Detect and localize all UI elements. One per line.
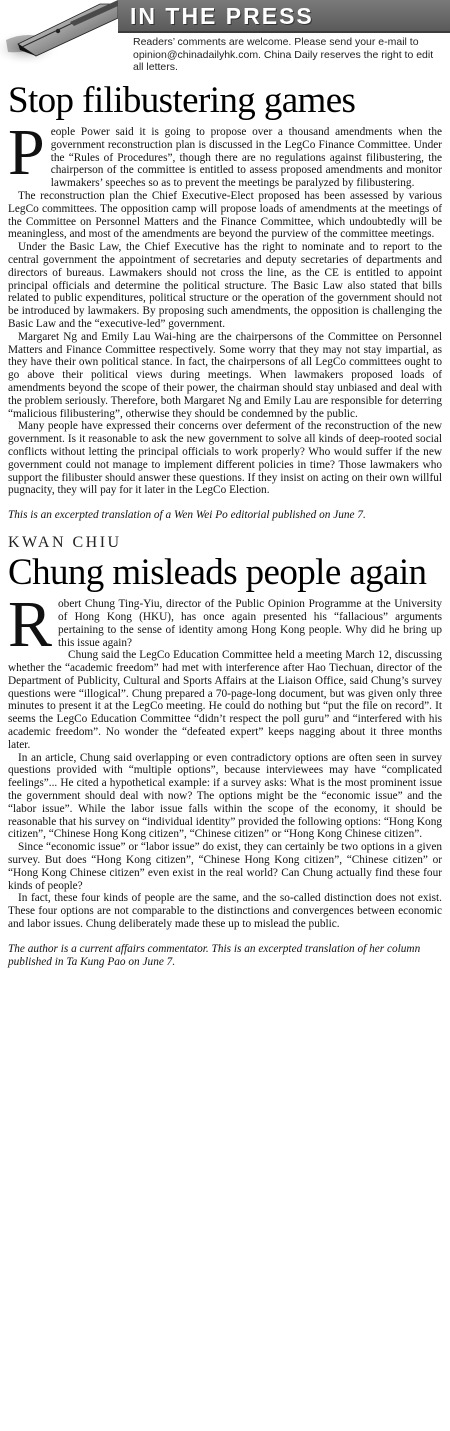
article-paragraph: Chung said the LegCo Education Committee held a meeting March 12, discussing whether the “academic freedom” had met with interference after Hao Tiechuan, director of the Department of Publicity, Cultural and Sports Affairs at the Liaison Office, said Chung’s survey questions were “illogical”. Chung prepared a 70-page-long document, but was given only three minutes to present it at the LegCo meeting. He could do nothing but “put the file on record”. It seems the LegCo Education Committee “didn’t respect the poll guru” and “interfered with his academic freedom”. No wonder the “defeated expert” keeps nagging about it three months later.	[8, 649, 442, 751]
article-paragraph: People Power said it is going to propose over a thousand amendments when the government reconstruction plan is discussed in the LegCo Finance Committee. Under the “Rules of Procedures”, though there are no regulations against filibustering, the chairperson of the committee is entitled to assess proposed amendments and monitor lawmakers’ speeches so as to prevent the meetings be paralyzed by filibustering.	[8, 116, 442, 190]
article-paragraph: Margaret Ng and Emily Lau Wai-hing are the chairpersons of the Committee on Personnel Matters and Finance Committee respectively. Some worry that they may not stay impartial, as they have their own political stance. In fact, the chairpersons of all LegCo committees ought to go above their political views during meetings. When lawmakers proposed loads of amendments beyond the scope of their power, the chairman should stay unbiased and deal with the problem seriously. Therefore, both Margaret Ng and Emily Lau are responsible for deterring “malicious filibustering”, otherwise they should be condemned by the public.	[8, 330, 442, 420]
article-body	[8, 588, 442, 931]
drop-cap: R	[8, 588, 53, 662]
article-body	[8, 116, 442, 497]
section-title-bar	[118, 0, 450, 33]
article-source-note: The author is a current affairs commentator. This is an excerpted translation of her column published in Ta Kung Pao on June 7.	[8, 942, 421, 968]
article-paragraph: Many people have expressed their concerns over deferment of the reconstruction of the new government. Is it reasonable to ask the new government to solve all kinds of deep-rooted social conflicts without letting the principal officials to work properly? Who would suffer if the new government could not manage to implement different policies in time? Those lawmakers who support the filibuster should answer these questions. If they insist on acting on their own willful pugnacity, they will pay for it later in the LegCo Election.	[8, 420, 442, 497]
section-title: IN THE PRESS	[130, 3, 314, 29]
section-header	[0, 0, 450, 74]
article-stop-filibustering	[0, 82, 450, 522]
article-paragraph: Under the Basic Law, the Chief Executive has the right to nominate and to report to the central government the appointment of secretaries and deputy secretaries of departments and directors of bureaus. Lawmakers should not cross the line, as the CE is entitled to appoint principal officials and determine the political structure. The Basic Law also stated that bills related to public expenditures, political structure or the operation of the government should not be introduced by lawmakers. By proposing such amendments, the opposition is challenging the Basic Law and the “executive-led” government.	[8, 241, 442, 330]
article-paragraph: In an article, Chung said overlapping or even contradictory options are often seen in survey questions provided with “multiple options”, because interviewees may have “complicated feelings”... He cited a hypothetical example: if a survey asks: What is the most prominent issue the government should deal with now? The options might be the “economic issue” and the “labor issue”. While the labor issue falls within the scope of the economy, it should be reasonable that his survey on “individual identity” provided the following options: “Hong Kong citizen”, “Chinese Hong Kong citizen”, “Chinese citizen” or “Hong Kong Chinese citizen”.	[8, 751, 442, 841]
author-byline: KWAN CHIU	[8, 534, 122, 552]
article-chung-misleads	[0, 534, 450, 969]
readers-comments-note: Readers’ comments are welcome. Please send your e-mail to opinion@chinadailyhk.com. China Daily reserves the right to edit all letters.	[133, 36, 434, 73]
drop-cap: P	[8, 116, 45, 189]
article-paragraph: In fact, these four kinds of people are the same, and the so-called distinction does not exist. These four options are not comparable to the distinctions and convergences between economic and labor issues. Chung deliberately made these up to mislead the public.	[8, 892, 442, 931]
article-paragraph: Since “economic issue” or “labor issue” do exist, they can certainly be two options in a given survey. But does “Hong Kong citizen”, “Chinese Hong Kong citizen”, “Chinese citizen” or “Hong Kong Chinese citizen” even exist in the real world? Can Chung actually find these four kinds of people?	[8, 841, 442, 892]
article-source-note: This is an excerpted translation of a Wen Wei Po editorial published on June 7.	[8, 509, 366, 522]
article-paragraph: Robert Chung Ting-Yiu, director of the Public Opinion Programme at the University of Hong Kong (HKU), has once again presented his “fallacious” arguments pertaining to the sense of identity among Hong Kong people. Why did he bring up this issue again?	[8, 588, 442, 662]
article-headline: Chung misleads people again	[8, 552, 427, 594]
article-headline: Stop filibustering games	[8, 80, 356, 121]
article-paragraph: The reconstruction plan the Chief Executive-Elect proposed has been assessed by various LegCo committees. The opposition camp will propose loads of amendments at the meetings of the Committee on Personnel Matters and the Finance Committee, which undoubtedly will be meaningless, and most of the amendments are beyond the purview of the committee meetings.	[8, 189, 442, 241]
fountain-pen-icon	[0, 0, 118, 74]
